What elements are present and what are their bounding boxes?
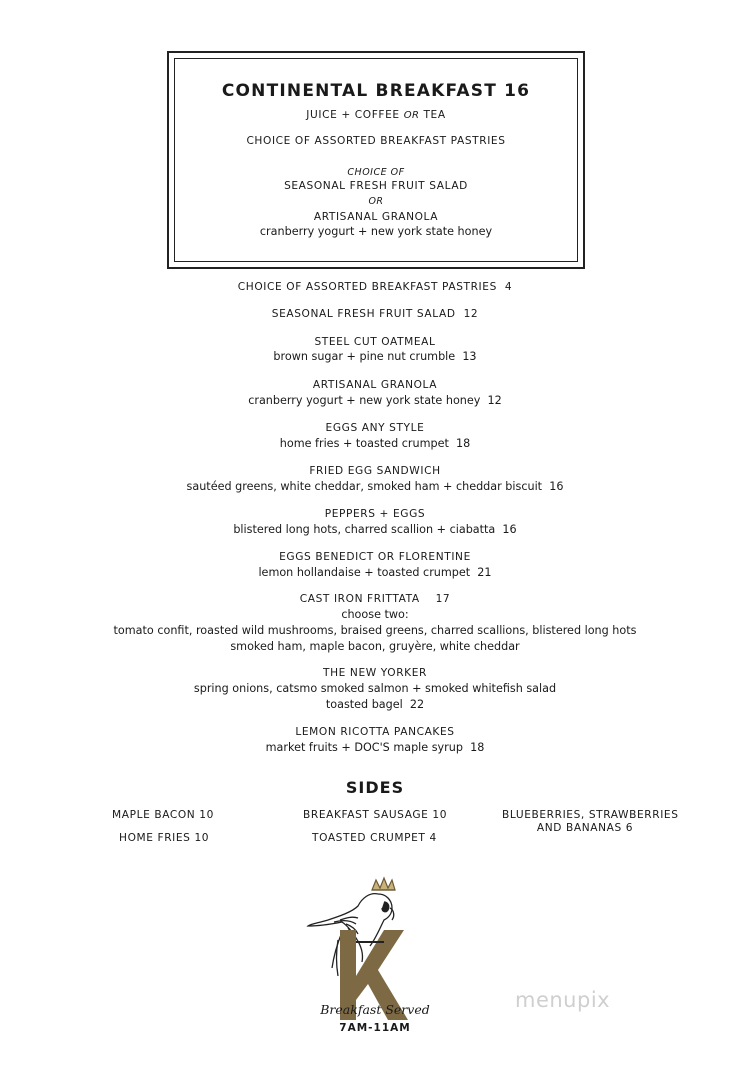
- menu-item-peppers-desc: [0, 523, 750, 536]
- continental-breakfast-box: [167, 51, 585, 269]
- item-desc: cranberry yogurt + new york state honey: [248, 394, 481, 407]
- item-price: 18: [455, 437, 471, 450]
- menu-item-frittata-desc-3: smoked ham, maple bacon, gruyère, white cheddar: [230, 640, 520, 653]
- menu-item-oatmeal-name: STEEL CUT OATMEAL: [314, 336, 436, 348]
- menu-item-frittata-desc: choose two:: [341, 608, 409, 621]
- continental-fruit-salad: SEASONAL FRESH FRUIT SALAD: [284, 180, 468, 192]
- continental-choice-of: CHOICE OF: [347, 167, 405, 178]
- menu-item-pancakes-desc: [0, 741, 750, 754]
- item-name: SEASONAL FRESH FRUIT SALAD: [271, 308, 456, 320]
- item-desc: lemon hollandaise + toasted crumpet: [258, 566, 471, 579]
- continental-granola-desc: cranberry yogurt + new york state honey: [259, 225, 493, 238]
- item-name: CAST IRON FRITTATA: [299, 593, 420, 605]
- menu-item-oatmeal-desc: [0, 350, 750, 363]
- menu-item-frittata-desc-2: tomato confit, roasted wild mushrooms, braised greens, charred scallions, blistered long hots: [113, 624, 637, 637]
- continental-juice-or: OR: [403, 110, 420, 121]
- menu-item-granola-name: ARTISANAL GRANOLA: [312, 379, 438, 391]
- menu-item-benedict-name: EGGS BENEDICT OR FLORENTINE: [279, 551, 471, 563]
- side-maple-bacon: MAPLE BACON 10: [112, 809, 214, 821]
- item-price: 17: [435, 593, 451, 605]
- menu-item-sandwich-name: FRIED EGG SANDWICH: [309, 465, 441, 477]
- side-berries-line-1: BLUEBERRIES, STRAWBERRIES: [502, 809, 679, 821]
- restaurant-logo: [300, 872, 450, 1047]
- item-name: CHOICE OF ASSORTED BREAKFAST PASTRIES: [237, 281, 497, 293]
- item-price: 4: [504, 281, 513, 293]
- parrot-crown-logo-icon: [300, 872, 450, 1047]
- side-home-fries: HOME FRIES 10: [119, 832, 210, 844]
- menu-item-granola-desc: [0, 394, 750, 407]
- item-price: 21: [477, 566, 492, 579]
- side-breakfast-sausage: BREAKFAST SAUSAGE 10: [303, 809, 448, 821]
- menu-item-fruit-salad: [0, 308, 750, 320]
- logo-tagline: Breakfast Served: [320, 1002, 430, 1017]
- item-price: 12: [487, 394, 502, 407]
- item-price: 18: [470, 741, 485, 754]
- logo-hours: 7AM-11AM: [339, 1022, 411, 1034]
- menu-item-pastries: [0, 281, 750, 293]
- item-price: 22: [409, 698, 425, 711]
- item-price: 13: [462, 350, 477, 363]
- continental-granola: ARTISANAL GRANOLA: [313, 211, 439, 223]
- menu-item-benedict-desc: [0, 566, 750, 579]
- menu-item-new-yorker-desc-2: [0, 698, 750, 711]
- item-desc: toasted bagel: [325, 698, 403, 711]
- side-berries-line-2: AND BANANAS 6: [536, 822, 634, 834]
- menu-item-eggs-desc: [0, 437, 750, 450]
- item-desc: market fruits + DOC'S maple syrup: [265, 741, 463, 754]
- side-toasted-crumpet: TOASTED CRUMPET 4: [312, 832, 437, 844]
- item-desc: brown sugar + pine nut crumble: [273, 350, 456, 363]
- menu-item-frittata-name: [0, 593, 750, 605]
- sides-title: SIDES: [345, 778, 405, 797]
- item-price: 16: [502, 523, 517, 536]
- continental-breakfast-inner-border: [174, 58, 578, 262]
- menu-item-eggs-name: EGGS ANY STYLE: [325, 422, 425, 434]
- menu-item-sandwich-desc: [0, 480, 750, 493]
- item-price: 16: [549, 480, 564, 493]
- continental-juice-line: [175, 109, 577, 121]
- continental-or: OR: [368, 196, 384, 207]
- menu-item-new-yorker-name: THE NEW YORKER: [323, 667, 427, 679]
- item-desc: sautéed greens, white cheddar, smoked ham + cheddar biscuit: [186, 480, 543, 493]
- item-desc: home fries + toasted crumpet: [279, 437, 449, 450]
- item-desc: blistered long hots, charred scallion + ciabatta: [233, 523, 496, 536]
- menu-item-peppers-name: PEPPERS + EGGS: [324, 508, 426, 520]
- menu-item-pancakes-name: LEMON RICOTTA PANCAKES: [295, 726, 455, 738]
- continental-juice-b: TEA: [423, 109, 446, 121]
- continental-juice-a: JUICE + COFFEE: [306, 109, 400, 121]
- menu-item-new-yorker-desc: spring onions, catsmo smoked salmon + smoked whitefish salad: [193, 682, 557, 695]
- menupix-watermark: menupix: [515, 988, 611, 1012]
- item-price: 12: [463, 308, 479, 320]
- continental-title: CONTINENTAL BREAKFAST 16: [221, 81, 531, 101]
- continental-pastries: CHOICE OF ASSORTED BREAKFAST PASTRIES: [246, 135, 506, 147]
